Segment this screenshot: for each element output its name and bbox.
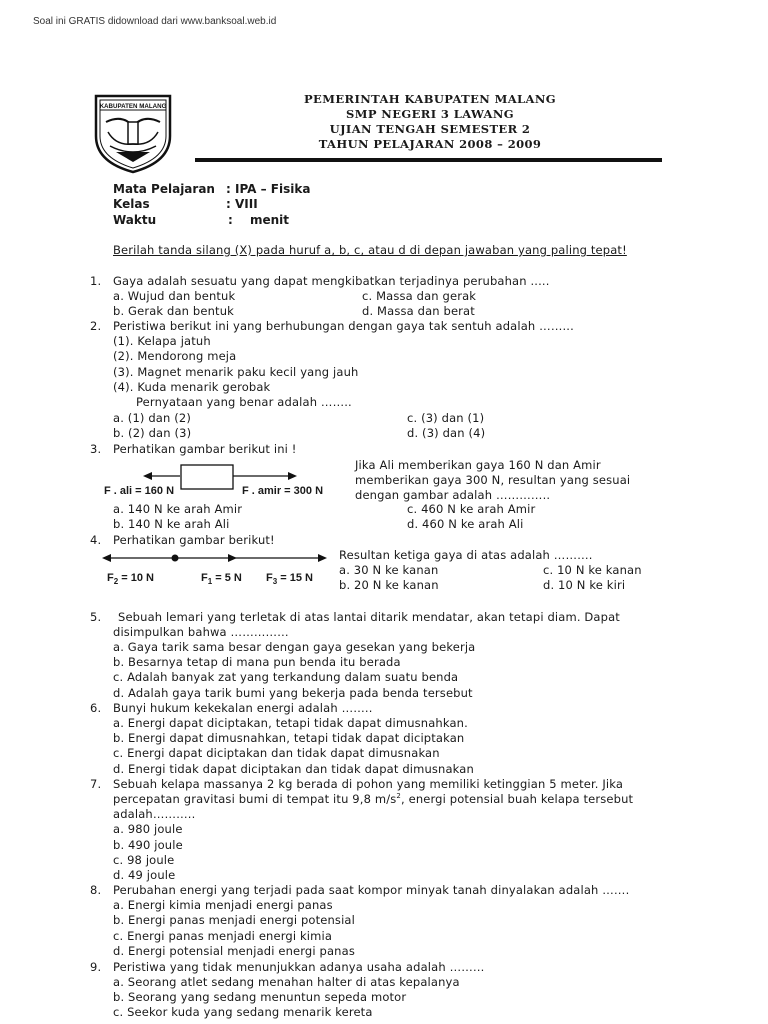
question-number: 3.	[90, 442, 102, 456]
option-d: d. 10 N ke kiri	[543, 578, 626, 592]
question-text: Sebuah kelapa massanya 2 kg berada di pohon yang memiliki ketinggian 5 meter. Jika	[113, 777, 624, 791]
question-number: 4.	[90, 533, 102, 547]
question-number: 5.	[90, 610, 102, 624]
question-text: disimpulkan bahwa ……………	[113, 625, 289, 639]
source-note: Soal ini GRATIS didownload dari www.banksoal.web.id	[33, 16, 277, 27]
block-box	[181, 465, 233, 489]
instruction: Berilah tanda silang (X) pada huruf a, b, c, atau d di depan jawaban yang paling tepat!	[113, 243, 627, 257]
option-a: a. (1) dan (2)	[113, 411, 191, 425]
statement-2: (2). Mendorong meja	[113, 349, 237, 363]
option-d: d. Adalah gaya tarik bumi yang bekerja pada benda tersebut	[113, 686, 473, 700]
option-c: c. Energi dapat diciptakan dan tidak dapat dimusnakan	[113, 746, 440, 760]
question-text: Bunyi hukum kekekalan energi adalah ……..	[113, 701, 373, 715]
option-b: b. Energi panas menjadi energi potensial	[113, 913, 355, 927]
kabupaten-malang-emblem	[92, 92, 174, 174]
option-a: a. Gaya tarik sama besar dengan gaya gesekan yang bekerja	[113, 640, 476, 654]
question-number: 9.	[90, 960, 102, 974]
question-side-text: Jika Ali memberikan gaya 160 N dan Amir	[355, 458, 601, 472]
arrow-f1-head	[228, 554, 237, 562]
option-b: b. Gerak dan bentuk	[113, 304, 234, 318]
option-a: a. 980 joule	[113, 822, 183, 836]
statement-prompt: Pernyataan yang benar adalah ……..	[136, 395, 352, 409]
option-b: b. 490 joule	[113, 838, 183, 852]
option-c: c. Massa dan gerak	[362, 289, 477, 303]
header-government: PEMERINTAH KABUPATEN MALANG	[303, 92, 556, 106]
arrow-f2-head	[102, 554, 111, 562]
question-side-text: memberikan gaya 300 N, resultan yang sesuai	[355, 473, 631, 487]
option-c: c. Energi panas menjadi energi kimia	[113, 929, 333, 943]
force-f1-label: $F_1 = 5$ N	[201, 572, 242, 587]
option-c: c. Seekor kuda yang sedang menarik kereta	[113, 1005, 373, 1019]
arrow-f3-head	[318, 554, 327, 562]
option-a: a. Wujud dan bentuk	[113, 289, 236, 303]
option-b: b. (2) dan (3)	[113, 426, 192, 440]
option-d: d. Massa dan berat	[362, 304, 475, 318]
question-number: 8.	[90, 883, 102, 897]
option-a: a. 30 N ke kanan	[339, 563, 439, 577]
question-text: Peristiwa berikut ini yang berhubungan dengan gaya tak sentuh adalah ……...	[113, 319, 574, 333]
option-d: d. 460 N ke arah Ali	[407, 517, 524, 531]
force-diagram-q4	[100, 550, 330, 568]
option-a: a. Energi kimia menjadi energi panas	[113, 898, 333, 912]
option-d: d. (3) dan (4)	[407, 426, 486, 440]
question-side-text: Resultan ketiga gaya di atas adalah ……….	[339, 548, 593, 562]
option-b: b. Besarnya tetap di mana pun benda itu berada	[113, 655, 401, 669]
header-rule	[195, 158, 662, 162]
time-separator: :	[228, 213, 233, 227]
option-b: b. 140 N ke arah Ali	[113, 517, 230, 531]
option-d: d. 49 joule	[113, 868, 176, 882]
header-school: SMP NEGERI 3 LAWANG	[346, 107, 514, 121]
option-b: b. 20 N ke kanan	[339, 578, 439, 592]
time-unit: menit	[250, 213, 290, 227]
statement-1: (1). Kelapa jatuh	[113, 334, 211, 348]
statement-4: (4). Kuda menarik gerobak	[113, 380, 271, 394]
question-number: 1.	[90, 274, 102, 288]
force-f3-label: $F_3 = 15$ N	[266, 572, 313, 587]
header-year: TAHUN PELAJARAN 2008 – 2009	[318, 137, 542, 151]
question-text: Sebuah lemari yang terletak di atas lantai ditarik mendatar, akan tetapi diam. Dapat	[118, 610, 620, 624]
question-text: Perhatikan gambar berikut ini !	[113, 442, 297, 456]
force-point	[172, 555, 179, 562]
question-text: percepatan gravitasi bumi di tempat itu 9,8 $m/s^2$, energi potensial buah kelapa tersebut	[113, 792, 634, 806]
option-c: c. Adalah banyak zat yang terkandung dalam suatu benda	[113, 670, 459, 684]
option-a: a. 140 N ke arah Amir	[113, 502, 243, 516]
option-b: b. Energi dapat dimusnahkan, tetapi tidak dapat diciptakan	[113, 731, 465, 745]
arrow-left-head	[143, 472, 152, 480]
question-number: 7.	[90, 777, 102, 791]
logo-text: KABUPATEN MALANG	[99, 103, 167, 110]
subject-label: Mata Pelajaran	[113, 182, 215, 196]
question-text: Perubahan energi yang terjadi pada saat kompor minyak tanah dinyalakan adalah …….	[113, 883, 630, 897]
option-c: c. (3) dan (1)	[407, 411, 485, 425]
option-d: d. Energi tidak dapat diciptakan dan tidak dapat dimusnakan	[113, 762, 474, 776]
statement-3: (3). Magnet menarik paku kecil yang jauh	[113, 365, 359, 379]
question-text: Perhatikan gambar berikut!	[113, 533, 275, 547]
class-label: Kelas	[113, 197, 150, 211]
arrow-right-head	[288, 472, 297, 480]
option-b: b. Seorang yang sedang menuntun sepeda motor	[113, 990, 407, 1004]
option-c: c. 10 N ke kanan	[543, 563, 642, 577]
time-label: Waktu	[113, 213, 157, 227]
force-ali-label: F . ali = 160 N	[104, 485, 175, 497]
header-exam: UJIAN TENGAH SEMESTER 2	[329, 122, 531, 136]
question-text: Peristiwa yang tidak menunjukkan adanya usaha adalah ………	[113, 960, 485, 974]
option-a: a. Energi dapat diciptakan, tetapi tidak dapat dimusnahkan.	[113, 716, 468, 730]
class-value: : VIII	[226, 197, 258, 211]
option-c: c. 460 N ke arah Amir	[407, 502, 536, 516]
subject-value: : IPA – Fisika	[226, 182, 311, 196]
question-text: adalah………..	[113, 807, 196, 821]
question-text: Gaya adalah sesuatu yang dapat mengkibatkan terjadinya perubahan .....	[113, 274, 550, 288]
question-number: 6.	[90, 701, 102, 715]
option-d: d. Energi potensial menjadi energi panas	[113, 944, 355, 958]
option-a: a. Seorang atlet sedang menahan halter di atas kepalanya	[113, 975, 460, 989]
force-f2-label: $F_2 = 10$ N	[107, 572, 154, 587]
question-number: 2.	[90, 319, 102, 333]
option-c: c. 98 joule	[113, 853, 175, 867]
question-side-text: dengan gambar adalah …………..	[355, 488, 551, 502]
force-amir-label: F . amir = 300 N	[242, 485, 324, 497]
